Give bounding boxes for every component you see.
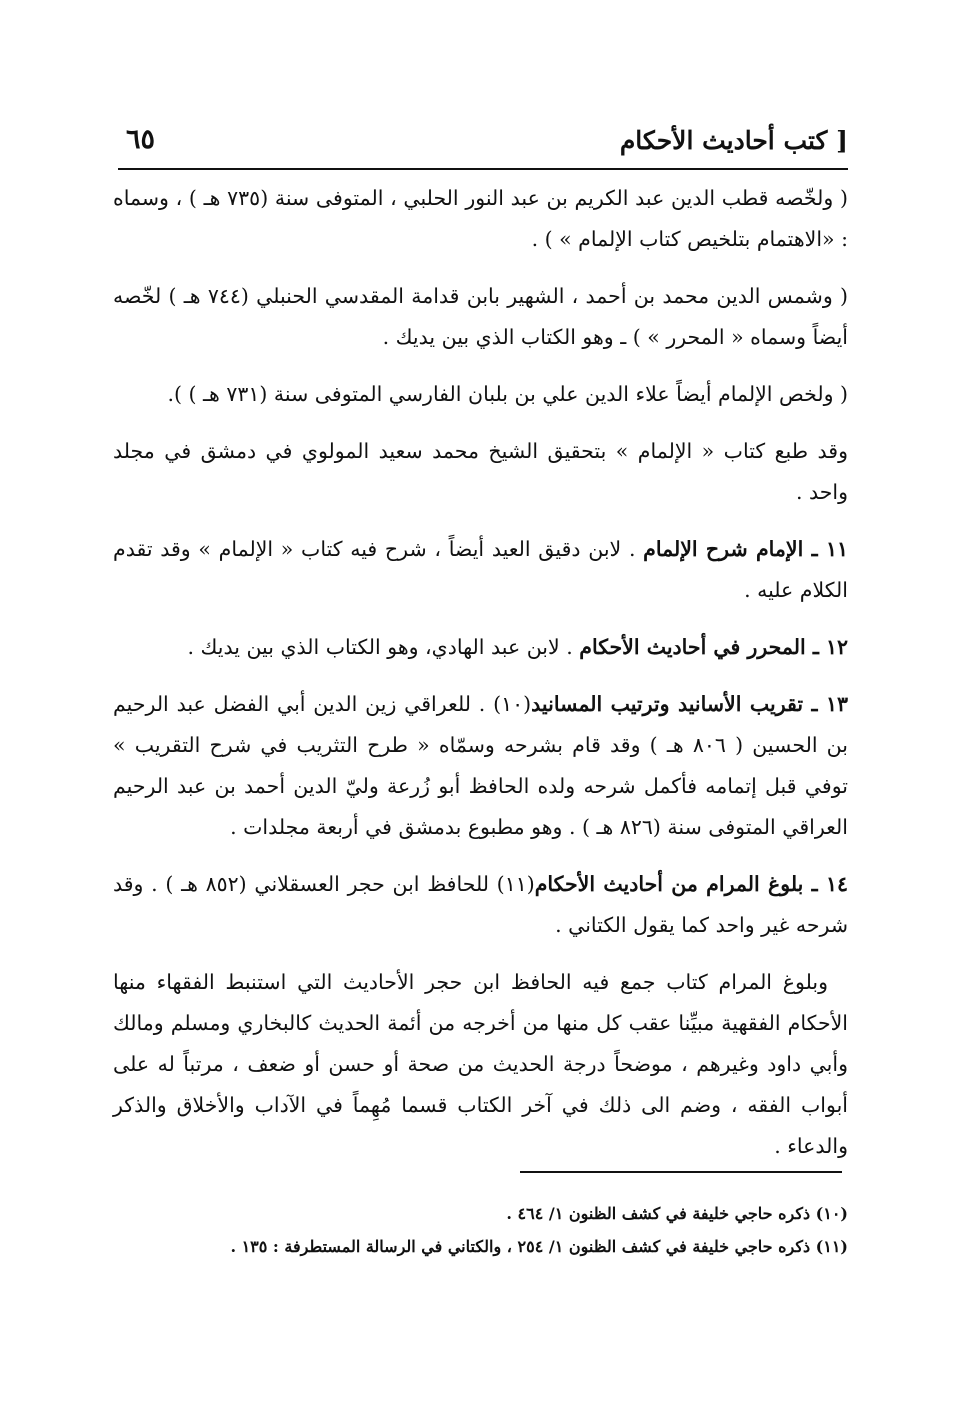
running-title: كتب أحاديث الأحكام ] [619, 126, 848, 155]
paragraph: ( وشمس الدين محمد بن أحمد ، الشهير بابن قدامة المقدسي الحنبلي (٧٤٤ هـ ) لخّصه أيضاً وسماه « المحرر » ) ـ وهو الكتاب الذي بين يديك . [113, 284, 848, 349]
paragraph: ( ولخص الإلمام أيضاً علاء الدين علي بن بلبان الفارسي المتوفى سنة (٧٣١ هـ ) ). [167, 382, 848, 406]
entry-12: ١٢ ـ المحرر في أحاديث الأحكام . لابن عبد الهادي، وهو الكتاب الذي بين يديك . [187, 635, 848, 659]
footnotes [113, 1197, 848, 1263]
page-number: ٦٥ [126, 124, 156, 155]
entry-title: ١٢ ـ المحرر في أحاديث الأحكام [579, 635, 848, 659]
entry-title: ١١ ـ الإمام شرح الإلمام [643, 537, 848, 561]
paragraph: وبلوغ المرام كتاب جمع فيه الحافظ ابن حجر الأحاديث التي استنبط الفقهاء منها الأحكام الفقهية مبيِّنا عقب كل منها من أخرجه من أئمة الحديث كالبخاري ومسلم ومالك وأبي داود وغيرهم ، موضحاً درجة الحديث من صحة أو حسن أو ضعف ، مرتباً له على أبواب الفقه ، وضم الى ذلك في آخر الكتاب قسما مُهِماً في الآداب والأخلاق والذكر والدعاء . [113, 970, 848, 1158]
footnote-separator [520, 1171, 842, 1173]
footnote: (١٠) ذكره حاجي خليفة في كشف الظنون ١/ ٤٦٤ . [506, 1204, 848, 1223]
paragraph: ( ولخّصه قطب الدين عبد الكريم بن عبد النور الحلبي ، المتوفى سنة (٧٣٥ هـ ) ، وسماه : «الاهتمام بتلخيص كتاب الإلمام » ) . [113, 186, 848, 251]
main-text [113, 178, 848, 1183]
entry-13: ١٣ ـ تقريب الأسانيد وترتيب المسانيد(١٠) . للعراقي زين الدين أبي الفضل عبد الرحيم بن الحسين ( ٨٠٦ هـ ) وقد قام بشرحه وسمّاه « طرح التثريب في شرح التقريب » توفي قبل إتمامه فأكمل شرحه ولده الحافظ أبو زُرعة وليّ الدين أحمد بن عبد الرحيم العراقي المتوفى سنة (٨٢٦ هـ ) . وهو مطبوع بدمشق في أربعة مجلدات . [113, 692, 849, 839]
paragraph: وقد طبع كتاب « الإلمام » بتحقيق الشيخ محمد سعيد المولوي في دمشق في مجلد واحد . [113, 439, 848, 504]
entry-title: ١٤ ـ بلوغ المرام من أحاديث الأحكام [534, 872, 848, 896]
entry-title: ١٣ ـ تقريب الأسانيد وترتيب المسانيد [531, 692, 849, 716]
footnote: (١١) ذكره حاجي خليفة في كشف الظنون ١/ ٢٥٤ ، والكتاني في الرسالة المستطرفة : ١٣٥ . [230, 1237, 848, 1256]
entry-11: ١١ ـ الإمام شرح الإلمام . لابن دقيق العيد أيضاً ، شرح فيه كتاب « الإلمام » وقد تقدم الكلام عليه . [113, 537, 848, 602]
header-rule [118, 168, 848, 170]
entry-14: ١٤ ـ بلوغ المرام من أحاديث الأحكام(١١) للحافظ ابن حجر العسقلاني (٨٥٢ هـ ) . وقد شرحه غير واحد كما يقول الكتاني . [113, 872, 848, 937]
page-header [118, 118, 848, 166]
